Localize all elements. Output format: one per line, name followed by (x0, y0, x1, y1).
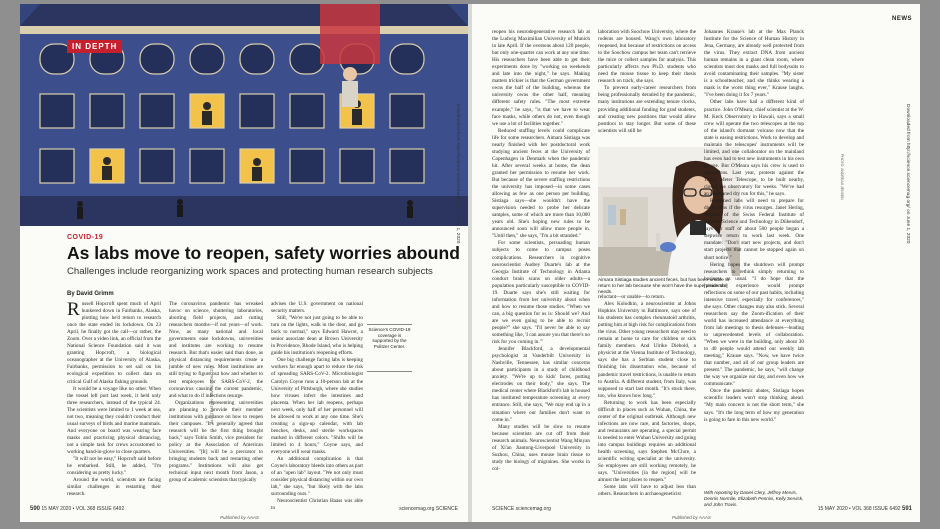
article-column-5-bottom (598, 294, 696, 506)
paragraph: Around the world, scientists are facing similar challenges in restarting their research. (67, 477, 161, 498)
paragraph: Reopened labs will need to prepare for disruptions if the virus resurges. Janet Hering, director of the Swiss Federal Institute of Aquatic Science and Technology in Dübendorf, says her staff of about 500 people began a stepwise return to work last week. One mandate: "Don't start new projects, and don't start projects that cannot be stopped again on short notice." (704, 198, 804, 261)
article-column-2 (169, 301, 263, 506)
paragraph: The coronavirus pandemic has wreaked havoc on science, shuttering laboratories, aborting field projects, and cutting researchers months—if not years—of work. Now, as many national and local governments ease lockdowns, universities and institutes are working to resume research. But that's easier said than done, as physical distancing requirements create a jumble of new rules. Most institutions are still trying to figure out how and whether to test employees for SARS-CoV-2, the coronavirus causing the current pandemic, and what to do if infections resurge. (169, 301, 263, 399)
section-tag: IN DEPTH (67, 40, 122, 53)
paragraph: An additional complication is that Coyne's laboratory bleeds into others as part of an "open lab" layout. "We not only must consider physical distancing within our own lab," she says, "but likely with the labs surrounding ours." (271, 456, 363, 498)
photo-credit: PHOTO: ANDREAS JENSEN (840, 154, 844, 200)
paragraph: Alex Kolodkin, a neuroscientist at Johns Hopkins University in Baltimore, says one of his students has complex rheumatoid arthritis, putting him at high risk for complications from the virus. Other young researchers may need to remain at home to care for children or sick family members. And Ulrike Diebold, a physicist at the Vienna Institute of Technology, says she has a Serbian student close to finishing his dissertation who, because of pandemic travel restrictions, is unable to return to Austria. A different student, from Italy, was supposed to start last month. "It's stuck there, too, who knows how long." (598, 301, 696, 399)
photo-caption: Aimara Sistiaga studies ancient feces, but has been unable to return to her lab because she won't have the supervision she needs. (598, 278, 730, 295)
folio-left: SCIENCE sciencemag.org (492, 506, 551, 512)
article-column-1 (67, 301, 161, 506)
right-page (472, 4, 920, 522)
paragraph: Neuroscientist Christian Haass was able to (271, 498, 363, 512)
paragraph: laboration with Soochow University, where the rodents are housed. Wang's own laboratory reopened, but because of restrictions on access to the Soochow campus her team can't retrieve the mice or collect samples for analysis. This particularly affects two Ph.D. students who need the mouse tissue to keep their thesis research on track, she says. (598, 29, 696, 85)
paragraph: reluctant—or unable—to return. (598, 294, 665, 300)
article-column-3 (271, 301, 363, 512)
issue-info: 15 MAY 2020 • VOL 368 ISSUE 6492 (41, 506, 125, 512)
left-page (20, 4, 468, 522)
section-label: NEWS (892, 16, 912, 22)
folio-left (30, 506, 124, 512)
paragraph: Johannes Krause's lab at the Max Planck Institute for the Science of Human History in Jena, Germany, are already well protected from the virus. They extract DNA from ancient human remains in a giant clean room, where scientists must don masks and full bodysuits to avoid contaminating their samples. "My sister is a schoolteacher, and she thinks wearing a mask is the worst thing ever," Krause laughs. "I've been doing it for 7 years." (704, 29, 804, 99)
byline: By David Grimm (67, 291, 114, 297)
paragraph: Still, "We're not just going to be able to turn on the lights, walk in the door, and go back to normal," says Edward Hawrot, a senior associate dean at Brown University in Providence, Rhode Island, who is helping guide his institution's reopening efforts. (271, 315, 363, 357)
building-drawing (20, 4, 468, 226)
paragraph: To prevent early-career researchers from being professionally derailed by the pandemic, many institutions are extending tenure clocks, providing additional funding for grad students, and creating new positions that would allow postdocs to stay longer. But some of these scientists will still be (598, 85, 696, 134)
paragraph: "It will not be easy," Hopcroft said before he embarked. Still, he added, "I'm considering us pretty lucky." (67, 456, 161, 477)
paragraph: One big challenge facing labs is keeping workers far enough apart to reduce the risk of spreading SARS-CoV-2. Microbiologist Carolyn Coyne runs a 10-person lab at the University of Pittsburgh, where she studies how viruses infect the intestines and placenta. When her lab reopens, perhaps next week, only half of her personnel will be allowed to work at any one time. She's creating a sign-up calendar, with lab benches, desks, and sterile workspaces marked in different colors. "Shifts will be limited to 4 hours," Coyne says, and everyone will wear masks. (271, 357, 363, 455)
paragraph: It would be a voyage like no other. When the vessel left port last week, it held only three researchers, instead of the typical 24. The scientists were limited to 1 week at sea, not two, meaning they couldn't conduct their usual surveys of birds and marine mammals. And everyone on board was wearing face masks and practicing physical distancing, not a simple task for crews accustomed to working hand-in-glove in close quarters. (67, 385, 161, 455)
paragraph: Reduced staffing levels could complicate life for some researchers. Aimara Sistiaga was nearly finished with her postdoctoral work studying ancient feces at the University of Copenhagen in Denmark when the pandemic hit. After several weeks at home, the dean granted her permission to resume her work. But because of the severe staffing restrictions the university has imposed—in some cases allowing as few as one person per building, Sistiaga says—she wouldn't have the supervision needed to probe her delicate samples, some of which are more than 10,000 years old. She's hoping new rules to be announced soon will allow more people in. "Until then," she says, "I'm a bit stranded." (492, 127, 590, 240)
paragraph: Russell Hopcroft spent much of April hunkered down in Fairbanks, Alaska, plotting how he'd return to research once the state ended its lockdown. On 23 April, he finally got the call—or rather, the Zoom. Over a video link, an official from the National Science Foundation said it was granting Hopcroft, a biological oceanographer at the University of Alaska, Fairbanks, permission to set sail on his ecological expedition to collect data on critical Gulf of Alaska fishing grounds. (67, 299, 161, 385)
paragraph: For some scientists, persuading human subjects to come to campus poses complications. Researchers in cognitive neuroscientist Audrey Duarte's lab at the Georgia Institute of Technology in Atlanta conduct brain scans on older adults—a population particularly susceptible to COVID-19. Duarte says she's still waiting for information from her university about when and how to resume those studies. "When we can, a big question for us is: Should we? And are we even going to be able to recruit people?" she says. "I'll never be able to say something like, 'I can assure you that there's no risk for you coming in.'" (492, 240, 590, 346)
kicker: COVID-19 (67, 234, 104, 241)
paragraph: Returning to work has been especially difficult in places such as Wuhan, China, the center of the original outbreak. Although new infections are now rare, and factories, shops, and restaurants are operating, a special permit is needed to enter Wuhan University and going into campus buildings requires an additional health screening, says Stephen McClure, a scientific writing specialist at the university. So employees are still working remotely, he says. "Universities [in the region] will be almost the last places to reopen." (598, 399, 696, 484)
paragraph: Many studies will be slow to resume because scientists are cut off from their research animals. Neuroscientist Wang Minyan of Xi'an Jiaotong-Liverpool University in Suzhou, China, uses mouse brain tissue to study the biology of migraines. She works in col- (492, 423, 590, 472)
paragraph: Jennifer Blackford, a developmental psychologist at Vanderbilt University in Nashville, Tennessee, has similar concerns about participants in a study of childhood anxiety. "We're up to kids' faces, putting electrodes on their body," she says. The medical center where Blackford's lab is housed has instituted temperature screening at every entrance. Still, she says, "We may end up in a situation where our families don't want to come in." (492, 346, 590, 423)
drop-cap: R (67, 299, 80, 320)
pulitzer-note: Science's COVID-19 coverage is supported by the Pulitzer Center. (367, 324, 412, 372)
download-note: Downloaded from http://science.sciencemag.org/ on June 1, 2020 (905, 104, 910, 244)
lab-building-illustration (20, 4, 468, 226)
headline: As labs move to reopen, safety worries abound (67, 243, 460, 263)
folio-right: sciencemag.org SCIENCE (399, 506, 458, 512)
published-by: Published by AAAS (220, 515, 259, 520)
article-column-6 (704, 29, 804, 487)
published-by: Published by AAAS (672, 515, 711, 520)
paragraph: Some labs will have to adjust less than others. Researchers in archaeogeneticist (598, 484, 696, 498)
article-column-5-top (598, 29, 696, 144)
folio-right (818, 506, 912, 512)
paragraph: Hering hopes the shutdown will prompt researchers to rethink simply returning to business as usual. "I do hope that the [pandemic] experience would prompt reflections on some of our past habits, including intensive travel, especially for conferences," she says. Other changes may also stick. Several researchers say the Zoom-ification of their world has increased attendance at everything from lab meetings to thesis defenses—leading to unprecedented levels of collaboration. "When we were in the building, only about 30 to 40 people would attend our weekly lab meeting," Krause says. "Now, we have twice that number, and all of our group leaders are present." The pandemic, he says, "will change the way we organize our day, and even how we communicate." (704, 261, 804, 388)
reporting-credits: With reporting by Daniel Clery, Jeffrey Mervis, Dennis Normile, Elizabeth Pennisi, Kelly Servick, and John Travis. (704, 490, 804, 507)
paragraph: advises the U.S. government on national security matters. (271, 301, 363, 315)
article-column-4 (492, 29, 590, 506)
paragraph: Organizations representing universities are planning to provide their member institutions with guidance on how to reopen their campuses. "It's generally agreed that research will be the first thing brought back," says Tobin Smith, vice president for policy at the Association of American Universities. "[It] will be a precursor to bringing students back and restarting other programs." Institutions will also get technical input next month from Jason, a group of academic scientists that typically (169, 399, 263, 484)
subheadline: Challenges include reorganizing work spaces and protecting human research subjects (67, 266, 433, 277)
issue-info: 15 MAY 2020 • VOL 368 ISSUE 6492 (817, 506, 901, 512)
illustration-credit: ILLUSTRATION: DAVIDE BONAZZI (210, 368, 214, 424)
paragraph: reopen his neurodegenerative research lab at the Ludwig Maximilian University of Munich in late April. If the overseas about 120 people, but only one-quarter can work at any one time. His researchers have been able to get their experiments done by "working on weekends and late into the night," he says. Making matters trickier is that the German government owns the half of the building, whereas the university owns the other half, meaning different safety rules. "The most extreme example," he says, "is that we have to wear face masks, while others do not, even though we use a lot of facilities together." (492, 29, 590, 127)
paragraph: Other labs have had a different kind of practice. John O'Meara, chief scientist at the W. M. Keck Observatory in Hawaii, says a small crew will operate the two telescopes at the top of the island's dormant volcano now that the state is easing restrictions. Work to develop and maintain the telescopes' instruments will be limited, and one collaborator on the mainland has even had to test new instruments in his own garage. But O'Meara says his crew is used to disruptions. Last year, protests against the Thirty Meter Telescope, to be built nearby, closed the observatory for weeks. "We've had an unplanned dry run for this," he says. (704, 99, 804, 198)
page-number: 590 (30, 506, 41, 512)
page-number: 591 (901, 506, 912, 512)
download-note: Downloaded from http://science.sciencemag.org/ on June 1, 2020 (455, 104, 460, 244)
paragraph: Once the pandemic abates, Sistiaga hopes scientific leaders won't stop thinking ahead. "My main concern is not the short term," she says. "It's the long term of how my generation is going to fare in this new world." (704, 388, 804, 423)
